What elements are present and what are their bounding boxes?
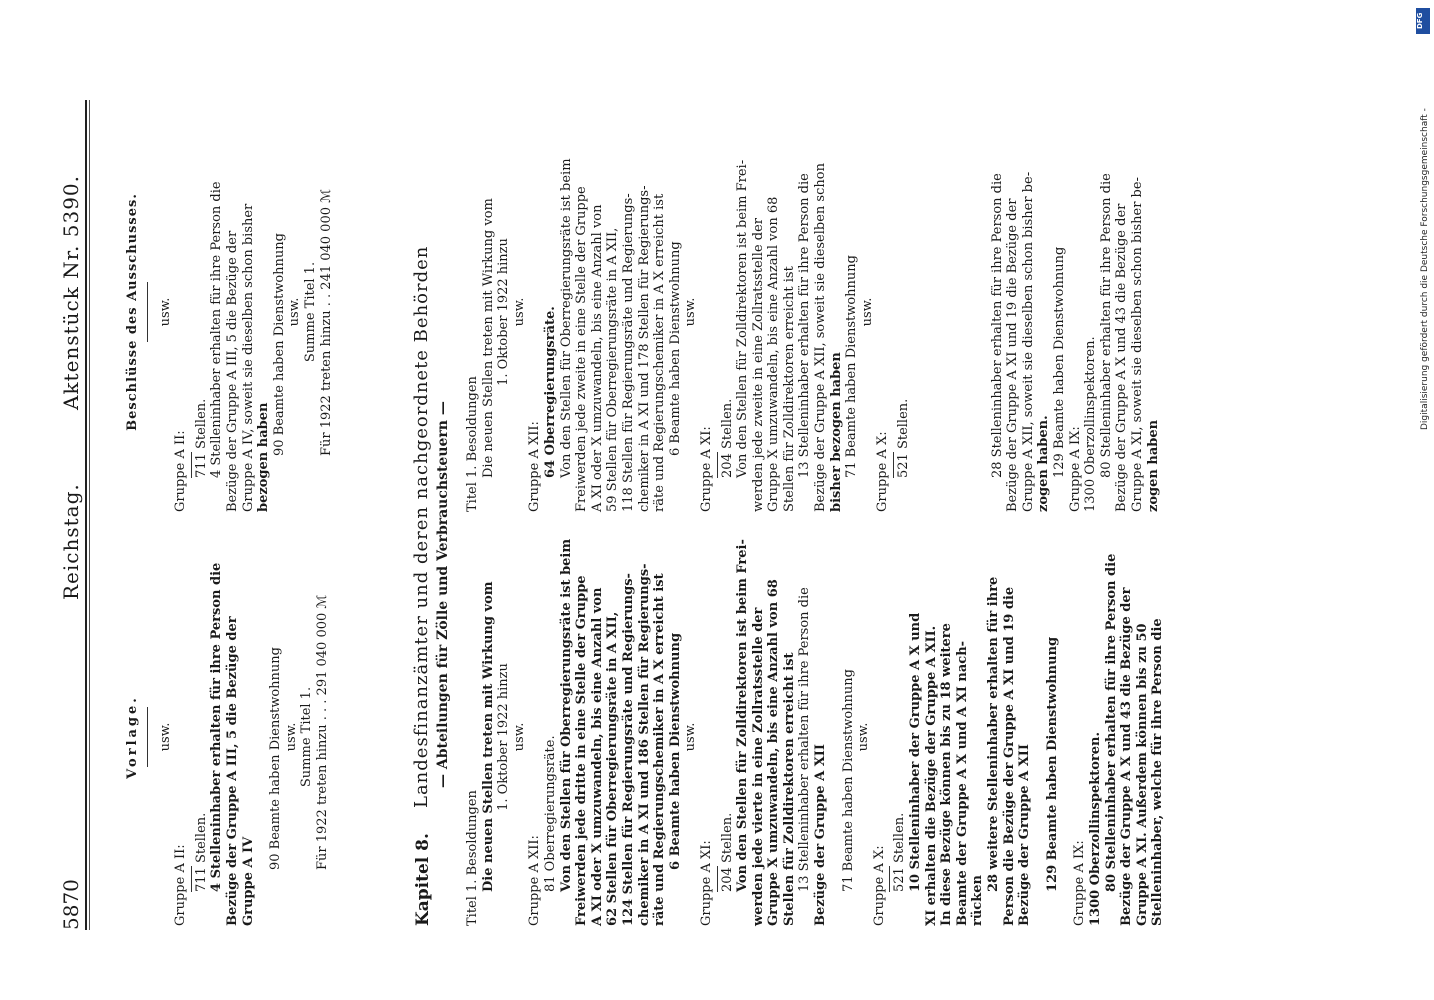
text-line: Bezüge der Gruppe A XII, soweit sie dieselben schon [813,163,829,512]
text-line: Von den Stellen für Zolldirektoren ist beim Frei- [735,539,751,892]
text-line: Gruppe A II: [173,844,189,926]
left-column-heading: Vorlage. [125,695,140,779]
text-line: 90 Beamte haben Dienstwohnung [268,647,284,870]
page-header [55,90,89,930]
left-column-lower [465,538,1166,926]
text-line: 6 Beamte haben Dienstwohnung [667,632,683,870]
header-document-number: Aktenstück Nr. 5390. [59,174,83,410]
text-line: 28 Stelleninhaber erhalten für ihre Person die [989,173,1005,478]
header-rule-thin [89,100,90,930]
text-line: 90 Beamte haben Dienstwohnung [271,233,287,456]
text-line: 71 Beamte haben Dienstwohnung [840,669,856,892]
text-line: Beamte der Gruppe A X und A XI nach- [954,640,970,926]
text-line: XI erhalten die Bezüge der Gruppe A XII. [923,625,939,926]
text-line: usw. [856,722,872,752]
text-line: 711 Stellen. [193,812,209,892]
text-line: Bezüge der Gruppe A III, 5 die Bezüge der [224,230,240,512]
text-line: Gruppe A XI, soweit sie dieselben schon bisher be- [1129,177,1145,512]
text-line: Summe Titel 1. [302,261,318,363]
divider [889,866,890,892]
text-line: Die neuen Stellen treten mit Wirkung vom [480,198,496,478]
text-line: Gruppe A IV, soweit sie dieselben schon bisher [240,203,256,512]
text-line: 124 Stellen für Regierungsräte und Regierungs- [620,573,636,926]
text-line: Bezüge der Gruppe A XII [1017,744,1033,926]
heading-rule [147,282,148,342]
sum-line: Für 1922 treten hinzu . . 241 040 000 ℳ [318,188,334,456]
text-line: Die neuen Stellen treten mit Wirkung vom [480,581,496,892]
divider [717,452,718,478]
header-rule [85,100,87,930]
text-line: 129 Beamte haben Dienstwohnung [1052,246,1067,478]
text-line: Bezüge der Gruppe A XII [813,744,829,926]
text-line: Stelleninhaber, welche für ihre Person die [1150,618,1166,926]
text-line: usw. [283,722,299,752]
text-line: Gruppe A XI: [698,840,714,926]
text-line: Freiwerden jede zweite in eine Stelle der Gruppe [574,186,590,512]
text-line: usw. [683,722,699,752]
text-line: 71 Beamte haben Dienstwohnung [844,255,860,478]
text-line: 59 Stellen für Oberregierungsräte in A XII, [605,227,621,512]
text-line: Von den Stellen für Oberregierungsräte ist beim [558,158,574,478]
text-line: usw. [287,297,303,327]
text-line: 521 Stellen. [896,398,912,478]
text-line: Gruppe A XII: [527,835,543,926]
text-line: usw. [157,722,173,752]
text-line: Bezüge der Gruppe A X und 43 die Bezüge der [1114,203,1130,512]
text-line: Bezüge der Gruppe A XI und 19 die Bezüge der [1005,198,1021,512]
text-line: rücken [970,875,986,926]
text-line: Gruppe A II: [173,430,189,512]
text-line: usw. [859,297,875,327]
text-line: usw. [157,297,173,327]
right-column [125,112,334,512]
text-line: 6 Beamte haben Dienstwohnung [667,241,683,456]
text-line: Von den Stellen für Zolldirektoren ist beim Frei- [735,159,751,478]
text-line: Gruppe A IX: [1067,426,1083,512]
text-line: Gruppe A XI: [698,426,714,512]
text-line: räte und Regierungschemiker in A X erreicht ist [652,573,668,926]
text-line: 10 Stelleninhaber der Gruppe A X und [908,612,924,892]
text-line: Bezüge der Gruppe A X und 43 die Bezüge der [1119,587,1135,926]
text-line: 711 Stellen. [193,398,209,478]
text-line: zogen haben. [1036,415,1052,512]
divider [717,866,718,892]
digitization-note: Digitalisierung gefördert durch die Deutsche Forschungsgemeinschaft - [1420,108,1430,430]
text-line: usw. [511,722,527,752]
text-line: Gruppe A X: [875,431,891,512]
text-line: In diese Bezüge können bis zu 18 weitere [939,623,955,926]
chapter-label: Kapitel 8. [413,833,433,926]
left-column [125,548,331,926]
text-line: 204 Stellen. [719,812,735,892]
text-line: Von den Stellen für Oberregierungsräte ist beim [558,538,574,892]
divider [191,866,192,892]
text-line: Person die Bezüge der Gruppe A XI und 19 die [1001,586,1017,926]
text-line: räte und Regierungschemiker in A X erreicht ist [652,193,668,512]
sum-line: Für 1922 treten hinzu . . . 291 040 000 ℳ [314,594,330,870]
divider [191,452,192,478]
header-title: Reichstag. [59,483,83,600]
heading-rule [147,707,148,767]
page-number: 5870 [59,879,83,930]
text-line: Bezüge der Gruppe A III, 5 die Bezüge der [224,616,240,926]
divider [893,452,894,478]
text-line: 1. Oktober 1922 hinzu [496,238,512,386]
text-line: 129 Beamte haben Dienstwohnung [1044,636,1060,892]
text-line: Freiwerden jede dritte in eine Stelle der Gruppe [574,575,590,926]
text-line: chemiker in A XI und 178 Stellen für Regierungs- [636,185,652,512]
text-line: 62 Stellen für Oberregierungsräte in A XII, [605,611,621,926]
text-line: Gruppe X umzuwandeln, bis eine Anzahl von 68 [766,196,782,512]
text-line: Stellen für Zolldirektoren erreicht ist [781,266,797,512]
text-line: Gruppe A XI. Außerdem können bis zu 50 [1134,623,1150,926]
rotated-document-page [55,90,1385,930]
text-line: 80 Stelleninhaber erhalten für ihre Person die [1103,553,1119,892]
text-line: 81 Oberregierungsräte. [542,735,558,892]
text-line: 64 Oberregierungsräte. [542,306,558,478]
text-line: Titel 1. Besoldungen [465,790,480,926]
text-line: 13 Stelleninhaber erhalten für ihre Person die [797,587,813,892]
text-line: 28 weitere Stelleninhaber erhalten für ihre [986,576,1001,892]
text-line: werden jede zweite in eine Zollratsstelle der [750,217,766,512]
text-line: 4 Stelleninhaber erhalten für ihre Person die [209,562,225,892]
text-line: zogen haben [1145,419,1161,512]
text-line: 204 Stellen. [719,398,735,478]
text-line: bisher bezogen haben [828,352,844,512]
text-line: 1300 Oberzollinspektoren. [1083,336,1099,512]
right-column-lower [465,112,1161,512]
text-line: Gruppe A XII: [527,421,543,512]
text-line: Gruppe A X: [871,845,887,926]
text-line: werden jede vierte in eine Zollratsstelle der [750,607,766,926]
text-line: A XI oder X umzuwandeln, bis eine Anzahl von [589,204,605,512]
text-line: 80 Stelleninhaber erhalten für ihre Person die [1098,173,1114,478]
dfg-logo: DFG [1416,8,1430,34]
right-column-heading: Beschlüsse des Ausschusses. [125,193,140,431]
text-line: bezogen haben [256,402,272,512]
text-line: 13 Stelleninhaber erhalten für ihre Person die [797,173,813,478]
text-line: Gruppe X umzuwandeln, bis eine Anzahl von 68 [766,579,782,926]
text-line: Titel 1. Besoldungen [465,376,480,512]
text-line: 118 Stellen für Regierungsräte und Regierungs- [620,193,636,512]
text-line: Gruppe A IX: [1072,840,1088,926]
text-line: chemiker in A XI und 186 Stellen für Regierungs- [636,563,652,926]
chapter-title: Landesfinanzämter und deren nachgeordnete Behörden [411,245,432,808]
text-line: 521 Stellen. [892,812,908,892]
text-line: Summe Titel 1. [299,686,315,788]
text-line: Gruppe A XII, soweit sie dieselben schon bisher be- [1020,171,1036,512]
text-line: Stellen für Zolldirektoren erreicht ist [781,652,797,926]
text-line: 1300 Oberzollinspektoren. [1087,731,1103,926]
text-line: 1. Oktober 1922 hinzu [496,663,512,811]
chapter-subtitle: — Abteilungen für Zölle und Verbrauchsteuern — [435,401,451,788]
text-line: usw. [511,297,527,327]
text-line: usw. [683,297,699,327]
text-line: A XI oder X umzuwandeln, bis eine Anzahl von [589,587,605,926]
text-line: Gruppe A IV [240,836,256,926]
text-line: 4 Stelleninhaber erhalten für ihre Person die [209,181,225,478]
